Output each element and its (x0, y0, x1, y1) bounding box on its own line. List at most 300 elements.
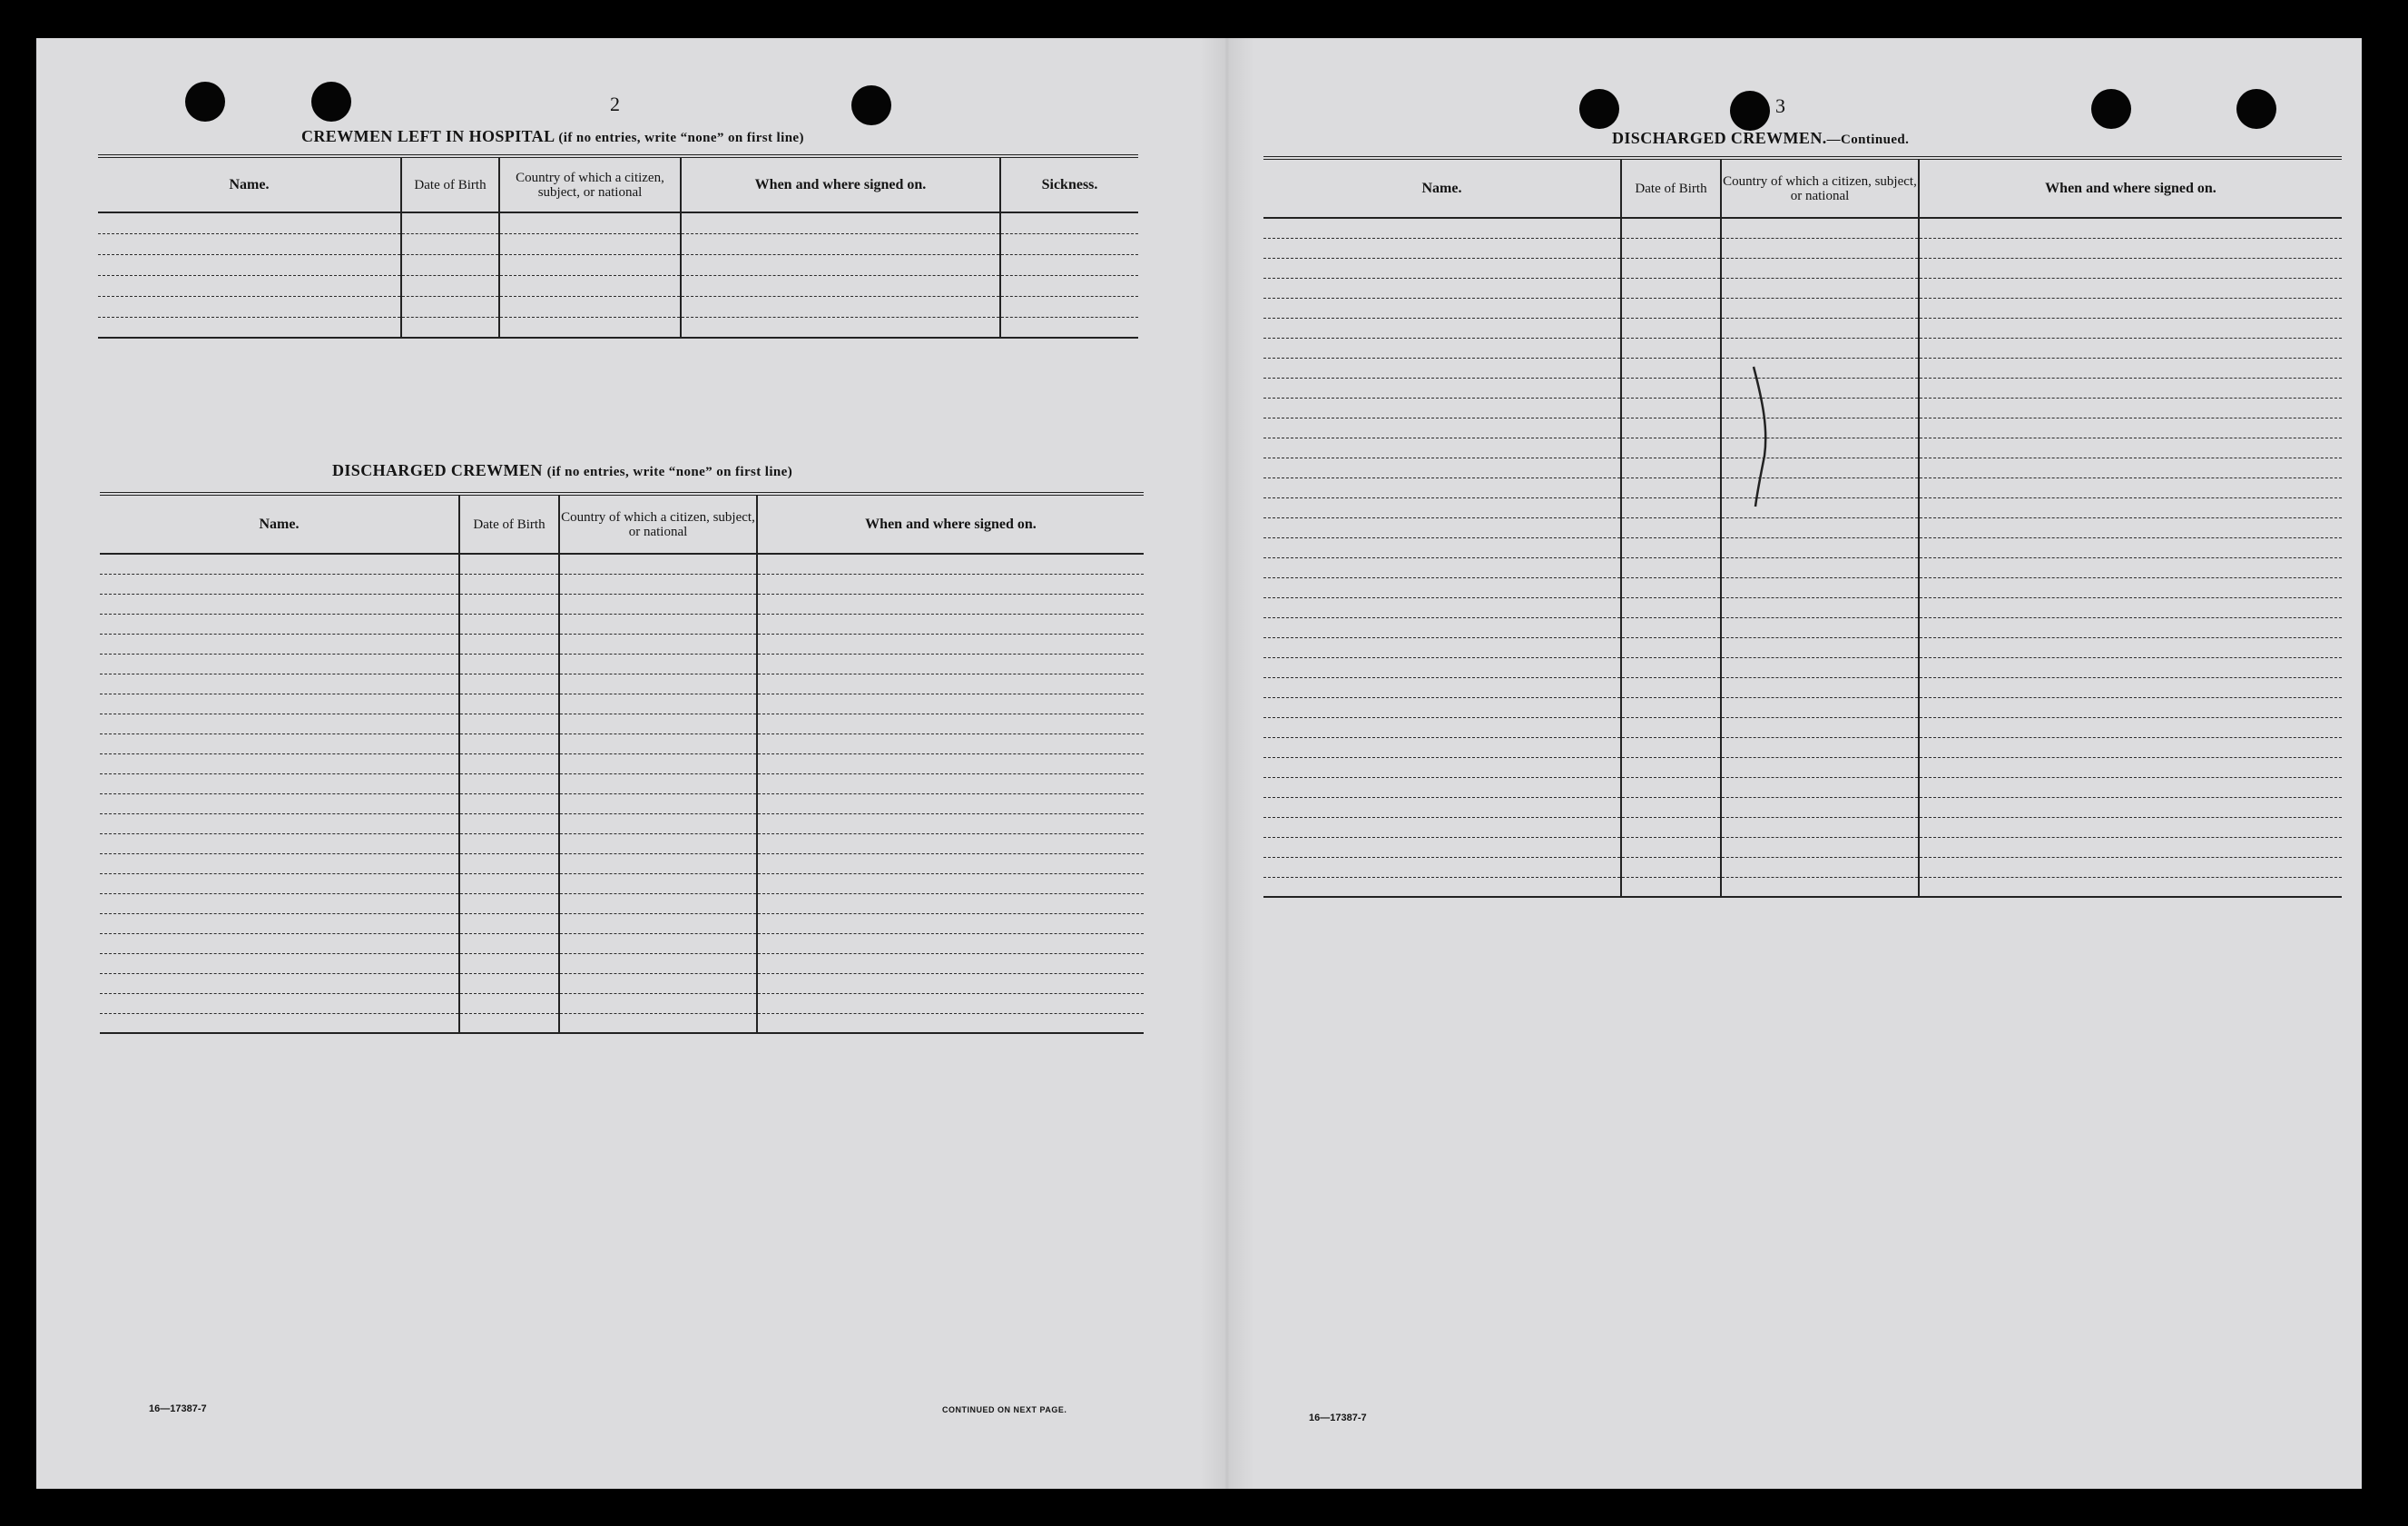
blank-entry-cell (1919, 298, 2342, 318)
blank-entry-cell (1621, 717, 1721, 737)
blank-entry-cell (499, 254, 681, 275)
punch-hole (851, 85, 891, 125)
blank-entry-row (98, 275, 1138, 296)
blank-entry-row (1263, 378, 2342, 398)
blank-entry-cell (757, 913, 1144, 933)
blank-entry-cell (1621, 298, 1721, 318)
pen-mark (1750, 365, 1777, 510)
blank-entry-cell (1621, 837, 1721, 857)
blank-entry-row (1263, 537, 2342, 557)
blank-entry-cell (559, 554, 757, 574)
blank-entry-cell (757, 833, 1144, 853)
col-header-name: Name. (1263, 158, 1621, 218)
blank-entry-cell (100, 813, 459, 833)
blank-entry-cell (98, 317, 401, 338)
blank-entry-cell (1721, 517, 1919, 537)
continued-note: CONTINUED ON NEXT PAGE. (942, 1405, 1067, 1414)
col-header-country: Country of which a citizen, subject, or national (559, 494, 757, 554)
blank-entry-row (100, 913, 1144, 933)
blank-entry-cell (100, 614, 459, 634)
blank-entry-cell (1721, 338, 1919, 358)
blank-entry-row (1263, 577, 2342, 597)
col-header-signed-on: When and where signed on. (681, 156, 1000, 212)
blank-entry-cell (559, 733, 757, 753)
blank-entry-cell (1721, 298, 1919, 318)
blank-entry-cell (757, 574, 1144, 594)
blank-entry-cell (1721, 537, 1919, 557)
blank-entry-cell (1263, 338, 1621, 358)
blank-entry-row (1263, 238, 2342, 258)
blank-entry-cell (1919, 517, 2342, 537)
blank-entry-cell (1621, 697, 1721, 717)
blank-entry-cell (1621, 438, 1721, 458)
blank-entry-cell (1621, 797, 1721, 817)
blank-entry-row (1263, 717, 2342, 737)
blank-entry-cell (100, 833, 459, 853)
blank-entry-cell (757, 554, 1144, 574)
blank-entry-cell (757, 953, 1144, 973)
blank-entry-cell (757, 993, 1144, 1013)
blank-entry-cell (459, 554, 559, 574)
blank-entry-cell (459, 953, 559, 973)
blank-entry-cell (1721, 557, 1919, 577)
blank-entry-row (100, 694, 1144, 714)
blank-entry-row (100, 853, 1144, 873)
blank-entry-row (100, 674, 1144, 694)
blank-entry-cell (100, 793, 459, 813)
blank-entry-cell (1263, 458, 1621, 477)
blank-entry-row (1263, 857, 2342, 877)
blank-entry-cell (1621, 637, 1721, 657)
discharged-continued-table (1263, 156, 2342, 898)
blank-entry-cell (401, 296, 499, 317)
blank-entry-cell (757, 1013, 1144, 1033)
blank-entry-cell (98, 275, 401, 296)
blank-entry-row (1263, 497, 2342, 517)
blank-entry-cell (1721, 857, 1919, 877)
blank-entry-cell (1263, 517, 1621, 537)
blank-entry-cell (100, 574, 459, 594)
blank-entry-cell (459, 973, 559, 993)
discharged-table (100, 492, 1144, 1034)
blank-entry-cell (1721, 717, 1919, 737)
blank-entry-cell (1919, 757, 2342, 777)
blank-entry-cell (459, 594, 559, 614)
blank-entry-cell (459, 654, 559, 674)
blank-entry-cell (559, 1013, 757, 1033)
blank-entry-cell (1621, 657, 1721, 677)
blank-entry-cell (98, 212, 401, 233)
blank-entry-cell (401, 212, 499, 233)
col-header-signed-on: When and where signed on. (757, 494, 1144, 554)
col-header-name: Name. (98, 156, 401, 212)
blank-entry-cell (459, 1013, 559, 1033)
blank-entry-cell (1263, 418, 1621, 438)
blank-entry-cell (757, 594, 1144, 614)
blank-entry-cell (1263, 557, 1621, 577)
blank-entry-cell (1000, 275, 1138, 296)
blank-entry-cell (681, 296, 1000, 317)
blank-entry-cell (100, 554, 459, 574)
blank-entry-cell (1919, 218, 2342, 238)
blank-entry-cell (459, 694, 559, 714)
blank-entry-row (100, 893, 1144, 913)
blank-entry-cell (1919, 717, 2342, 737)
form-number-right: 16—17387-7 (1309, 1413, 1367, 1423)
blank-entry-cell (1721, 577, 1919, 597)
blank-entry-row (1263, 797, 2342, 817)
blank-entry-cell (1263, 817, 1621, 837)
blank-entry-row (1263, 298, 2342, 318)
blank-entry-cell (1919, 497, 2342, 517)
blank-entry-cell (757, 634, 1144, 654)
discharged-continued-text: DISCHARGED CREWMEN. (1612, 129, 1827, 147)
blank-entry-cell (1919, 817, 2342, 837)
blank-entry-cell (1721, 877, 1919, 897)
blank-entry-cell (1263, 837, 1621, 857)
blank-entry-cell (757, 793, 1144, 813)
blank-entry-cell (1621, 258, 1721, 278)
blank-entry-row (100, 594, 1144, 614)
blank-entry-cell (1263, 617, 1621, 637)
blank-entry-cell (559, 953, 757, 973)
blank-entry-row (1263, 697, 2342, 717)
blank-entry-row (98, 212, 1138, 233)
blank-entry-cell (459, 614, 559, 634)
blank-entry-cell (1721, 278, 1919, 298)
punch-hole (2091, 89, 2131, 129)
blank-entry-cell (459, 733, 559, 753)
blank-entry-cell (1621, 817, 1721, 837)
blank-entry-cell (98, 296, 401, 317)
blank-entry-cell (1263, 238, 1621, 258)
discharged-title-note: (if no entries, write “none” on first line) (546, 465, 793, 479)
blank-entry-cell (1263, 298, 1621, 318)
col-header-country: Country of which a citizen, subject, or national (499, 156, 681, 212)
blank-entry-cell (1919, 657, 2342, 677)
blank-entry-cell (559, 833, 757, 853)
blank-entry-cell (559, 933, 757, 953)
blank-entry-cell (757, 973, 1144, 993)
blank-entry-row (100, 833, 1144, 853)
blank-entry-cell (757, 813, 1144, 833)
blank-entry-row (1263, 477, 2342, 497)
blank-entry-cell (100, 1013, 459, 1033)
blank-entry-row (1263, 218, 2342, 238)
blank-entry-cell (1263, 657, 1621, 677)
blank-entry-cell (559, 853, 757, 873)
blank-entry-cell (1621, 497, 1721, 517)
col-header-date-of-birth: Date of Birth (1621, 158, 1721, 218)
blank-entry-cell (100, 993, 459, 1013)
col-header-signed-on: When and where signed on. (1919, 158, 2342, 218)
blank-entry-cell (401, 254, 499, 275)
blank-entry-cell (1919, 238, 2342, 258)
blank-entry-cell (1263, 857, 1621, 877)
blank-entry-cell (1919, 737, 2342, 757)
blank-entry-cell (100, 893, 459, 913)
blank-entry-cell (1919, 697, 2342, 717)
blank-entry-cell (1621, 358, 1721, 378)
blank-entry-cell (1621, 278, 1721, 298)
blank-entry-cell (1621, 458, 1721, 477)
blank-entry-cell (1263, 777, 1621, 797)
blank-entry-cell (459, 853, 559, 873)
blank-entry-cell (559, 873, 757, 893)
blank-entry-cell (757, 853, 1144, 873)
blank-entry-cell (1621, 238, 1721, 258)
blank-entry-cell (1621, 877, 1721, 897)
blank-entry-cell (499, 275, 681, 296)
blank-entry-cell (1721, 218, 1919, 238)
blank-entry-cell (757, 753, 1144, 773)
blank-entry-cell (1621, 517, 1721, 537)
blank-entry-cell (499, 212, 681, 233)
blank-entry-row (1263, 637, 2342, 657)
blank-entry-row (100, 773, 1144, 793)
blank-entry-row (1263, 258, 2342, 278)
blank-entry-row (1263, 617, 2342, 637)
blank-entry-cell (1721, 777, 1919, 797)
blank-entry-cell (100, 913, 459, 933)
blank-entry-cell (1263, 438, 1621, 458)
blank-entry-cell (1919, 857, 2342, 877)
blank-entry-cell (1263, 697, 1621, 717)
blank-entry-cell (559, 973, 757, 993)
col-header-sickness: Sickness. (1000, 156, 1138, 212)
blank-entry-cell (1621, 737, 1721, 757)
blank-entry-cell (559, 694, 757, 714)
blank-entry-row (1263, 777, 2342, 797)
blank-entry-row (100, 873, 1144, 893)
blank-entry-row (100, 614, 1144, 634)
blank-entry-cell (1919, 557, 2342, 577)
blank-entry-cell (459, 674, 559, 694)
blank-entry-cell (1919, 258, 2342, 278)
blank-entry-cell (1919, 597, 2342, 617)
blank-entry-cell (559, 913, 757, 933)
blank-entry-cell (757, 694, 1144, 714)
blank-entry-cell (100, 654, 459, 674)
blank-entry-cell (1263, 717, 1621, 737)
col-header-name: Name. (100, 494, 459, 554)
blank-entry-cell (1263, 497, 1621, 517)
blank-entry-cell (1919, 458, 2342, 477)
blank-entry-cell (1919, 318, 2342, 338)
hospital-title-note: (if no entries, write “none” on first line) (558, 131, 804, 145)
blank-entry-cell (1621, 218, 1721, 238)
blank-entry-cell (1919, 358, 2342, 378)
blank-entry-cell (1919, 338, 2342, 358)
blank-entry-cell (459, 753, 559, 773)
blank-entry-row (1263, 358, 2342, 378)
blank-entry-cell (401, 317, 499, 338)
blank-entry-row (100, 993, 1144, 1013)
blank-entry-cell (459, 893, 559, 913)
blank-entry-cell (1721, 737, 1919, 757)
blank-entry-row (1263, 557, 2342, 577)
blank-entry-cell (459, 634, 559, 654)
blank-entry-row (1263, 817, 2342, 837)
blank-entry-row (98, 296, 1138, 317)
blank-entry-cell (757, 873, 1144, 893)
blank-entry-cell (1919, 398, 2342, 418)
blank-entry-cell (1263, 597, 1621, 617)
blank-entry-cell (559, 594, 757, 614)
blank-entry-row (100, 953, 1144, 973)
blank-entry-cell (1919, 617, 2342, 637)
blank-entry-cell (757, 773, 1144, 793)
blank-entry-cell (559, 574, 757, 594)
blank-entry-row (100, 813, 1144, 833)
blank-entry-cell (1263, 737, 1621, 757)
blank-entry-cell (1621, 318, 1721, 338)
blank-entry-cell (559, 674, 757, 694)
blank-entry-cell (98, 233, 401, 254)
discharged-continued-suffix: —Continued. (1826, 133, 1910, 147)
blank-entry-cell (1721, 817, 1919, 837)
blank-entry-cell (100, 953, 459, 973)
blank-entry-cell (1721, 637, 1919, 657)
blank-entry-row (1263, 657, 2342, 677)
blank-entry-cell (1000, 254, 1138, 275)
blank-entry-cell (1621, 477, 1721, 497)
blank-entry-cell (100, 773, 459, 793)
discharged-continued-title (1612, 129, 1909, 148)
hospital-table (98, 154, 1138, 339)
blank-entry-cell (1919, 537, 2342, 557)
col-header-country: Country of which a citizen, subject, or national (1721, 158, 1919, 218)
blank-entry-cell (100, 753, 459, 773)
blank-entry-cell (100, 634, 459, 654)
blank-entry-cell (100, 594, 459, 614)
blank-entry-row (100, 554, 1144, 574)
blank-entry-cell (1263, 278, 1621, 298)
blank-entry-row (98, 233, 1138, 254)
blank-entry-row (100, 753, 1144, 773)
blank-entry-row (100, 973, 1144, 993)
blank-entry-cell (1621, 597, 1721, 617)
blank-entry-cell (1000, 296, 1138, 317)
blank-entry-cell (459, 574, 559, 594)
blank-entry-cell (1621, 757, 1721, 777)
blank-entry-row (1263, 757, 2342, 777)
blank-entry-cell (1919, 877, 2342, 897)
blank-entry-cell (681, 254, 1000, 275)
blank-entry-cell (1721, 258, 1919, 278)
blank-entry-cell (100, 674, 459, 694)
blank-entry-cell (1919, 777, 2342, 797)
blank-entry-row (1263, 438, 2342, 458)
blank-entry-cell (1919, 797, 2342, 817)
blank-entry-cell (1919, 677, 2342, 697)
blank-entry-cell (459, 913, 559, 933)
blank-entry-cell (1919, 418, 2342, 438)
blank-entry-row (1263, 318, 2342, 338)
blank-entry-cell (1263, 378, 1621, 398)
blank-entry-cell (757, 654, 1144, 674)
blank-entry-cell (401, 233, 499, 254)
blank-entry-cell (1621, 338, 1721, 358)
blank-entry-cell (1621, 677, 1721, 697)
blank-entry-cell (559, 793, 757, 813)
blank-entry-cell (1621, 418, 1721, 438)
document-sheet (36, 38, 2362, 1489)
blank-entry-cell (1263, 577, 1621, 597)
hospital-title-text: CREWMEN LEFT IN HOSPITAL (301, 127, 555, 145)
blank-entry-cell (1263, 477, 1621, 497)
blank-entry-row (1263, 458, 2342, 477)
blank-entry-cell (1000, 212, 1138, 233)
blank-entry-cell (100, 973, 459, 993)
blank-entry-cell (1263, 358, 1621, 378)
col-header-date-of-birth: Date of Birth (401, 156, 499, 212)
blank-entry-cell (757, 893, 1144, 913)
blank-entry-cell (559, 614, 757, 634)
blank-entry-cell (1621, 857, 1721, 877)
blank-entry-row (98, 254, 1138, 275)
blank-entry-cell (499, 233, 681, 254)
page-fold (1200, 38, 1254, 1489)
punch-hole (311, 82, 351, 122)
blank-entry-row (100, 733, 1144, 753)
blank-entry-cell (401, 275, 499, 296)
blank-entry-row (1263, 837, 2342, 857)
blank-entry-row (100, 574, 1144, 594)
blank-entry-cell (100, 853, 459, 873)
blank-entry-cell (559, 753, 757, 773)
blank-entry-cell (459, 873, 559, 893)
blank-entry-cell (1721, 757, 1919, 777)
punch-hole (1730, 91, 1770, 131)
blank-entry-row (100, 1013, 1144, 1033)
blank-entry-cell (459, 793, 559, 813)
blank-entry-cell (757, 674, 1144, 694)
blank-entry-row (100, 793, 1144, 813)
blank-entry-cell (100, 694, 459, 714)
blank-entry-cell (559, 773, 757, 793)
blank-entry-cell (681, 275, 1000, 296)
blank-entry-cell (559, 634, 757, 654)
punch-hole (2236, 89, 2276, 129)
blank-entry-cell (100, 733, 459, 753)
blank-entry-row (1263, 517, 2342, 537)
blank-entry-cell (459, 933, 559, 953)
blank-entry-cell (499, 317, 681, 338)
blank-entry-cell (1721, 697, 1919, 717)
blank-entry-row (100, 714, 1144, 733)
blank-entry-cell (459, 714, 559, 733)
blank-entry-cell (1721, 837, 1919, 857)
blank-entry-cell (559, 813, 757, 833)
blank-entry-cell (1721, 238, 1919, 258)
blank-entry-cell (1621, 378, 1721, 398)
blank-entry-row (1263, 597, 2342, 617)
blank-entry-cell (559, 893, 757, 913)
blank-entry-cell (1721, 617, 1919, 637)
blank-entry-cell (100, 714, 459, 733)
blank-entry-cell (681, 233, 1000, 254)
blank-entry-row (100, 933, 1144, 953)
discharged-section-title (332, 461, 792, 480)
blank-entry-cell (1263, 318, 1621, 338)
blank-entry-cell (98, 254, 401, 275)
blank-entry-cell (459, 833, 559, 853)
blank-entry-cell (1721, 797, 1919, 817)
blank-entry-cell (1919, 477, 2342, 497)
blank-entry-row (1263, 398, 2342, 418)
blank-entry-cell (1263, 537, 1621, 557)
